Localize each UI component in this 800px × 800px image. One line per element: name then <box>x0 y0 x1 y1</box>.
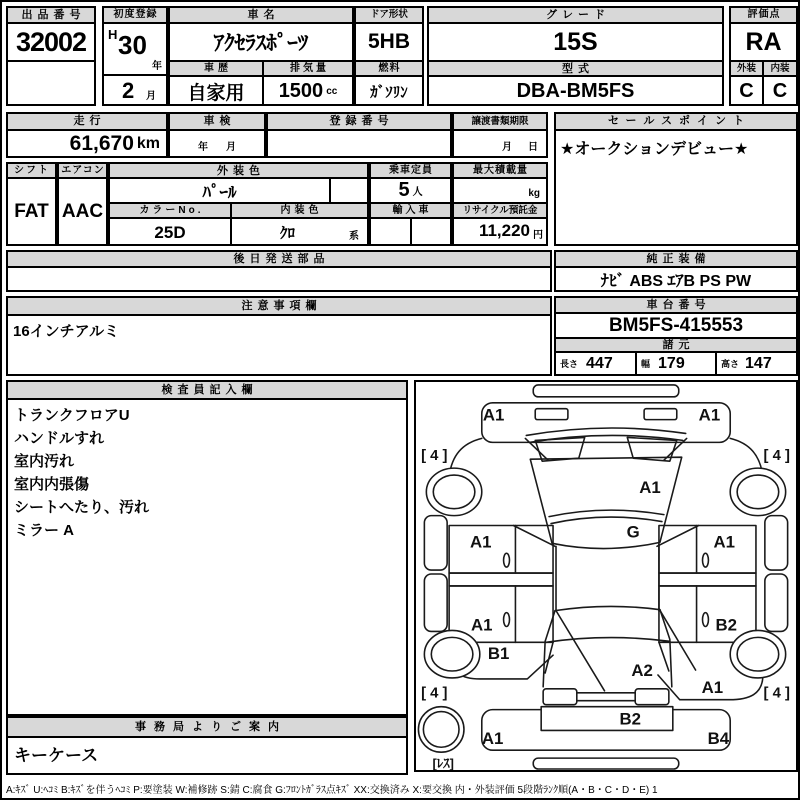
door-shape-value: 5HB <box>356 24 422 62</box>
interior-label: 内装 <box>764 62 796 77</box>
shift-value: FAT <box>14 200 49 222</box>
rocker-left-front <box>424 516 447 570</box>
spec-height-value: 147 <box>745 354 772 372</box>
damage-code-label: G <box>626 522 640 542</box>
cowl-arc-1 <box>526 428 685 435</box>
exterior-color-value: ﾊﾟｰﾙ <box>110 179 331 202</box>
model-label: 型式 <box>429 62 722 77</box>
displacement-label: 排気量 <box>264 62 352 77</box>
chassis-number: BM5FS-415553 <box>556 314 796 339</box>
damage-code-label: [ 4 ] <box>421 448 448 465</box>
aircon-value: AAC <box>61 200 104 222</box>
inspector-line: ハンドルすれ <box>14 430 105 447</box>
aircon-box <box>57 162 108 246</box>
recycle-number: 11,220 <box>478 221 530 240</box>
capacity-unit: 人 <box>412 187 423 198</box>
shift-box <box>6 162 57 246</box>
load-block <box>452 162 548 246</box>
interior-color-label: 内装色 <box>232 204 367 219</box>
door-handle-right-rear <box>703 613 709 627</box>
first-registration-year <box>104 24 166 76</box>
rear-window-base-arc <box>546 638 670 643</box>
inspector-lines <box>8 400 406 546</box>
recycle-unit: 円 <box>533 230 543 241</box>
shaken-year-suffix: 年 <box>198 142 208 153</box>
capacity-value <box>371 179 450 204</box>
first-registration-label: 初度登録 <box>104 8 166 24</box>
damage-code-label: A1 <box>470 532 492 552</box>
model-value: DBA-BM5FS <box>516 80 635 102</box>
import-cell-left <box>371 219 412 244</box>
equipment-value: ﾅﾋﾞ ABS ｴｱB PS PW <box>600 272 752 290</box>
inspector-box <box>6 380 408 716</box>
auction-number-value: 32002 <box>8 24 94 62</box>
car-name-value: ｱｸｾﾗｽﾎﾟｰﾂ <box>170 24 352 62</box>
damage-code-label: A1 <box>701 677 724 697</box>
grade-label: グレード <box>429 8 722 24</box>
score-box <box>729 6 798 106</box>
import-label: 輸入車 <box>371 204 450 219</box>
recycle-label: リサイクル預託金 <box>454 204 546 219</box>
notes-box <box>6 296 552 376</box>
max-load-value <box>454 179 546 204</box>
front-bumper-slot-right <box>644 409 677 420</box>
sales-point-label: セールスポイント <box>556 114 796 131</box>
later-parts-box <box>6 250 552 292</box>
mileage-unit: km <box>136 134 160 152</box>
first-registration-box <box>102 6 168 106</box>
damage-code-label: B2 <box>715 615 738 635</box>
max-load-label: 最大積載量 <box>454 164 546 179</box>
rocker-right-front <box>765 516 788 570</box>
transfer-deadline-label: 譲渡書類期限 <box>454 114 546 131</box>
front-bumper <box>482 403 730 443</box>
mileage-box <box>6 112 168 158</box>
damage-code-label: [ﾚｽ] <box>432 756 454 770</box>
era-letter: H <box>108 27 118 42</box>
spec-width-value: 179 <box>658 354 685 372</box>
registration-number-label: 登録番号 <box>268 114 450 131</box>
exterior-color-label: 外装色 <box>110 164 367 179</box>
chassis-box <box>554 296 798 376</box>
inspector-line: ミラー A <box>14 522 75 539</box>
reg-year: 30 <box>118 30 147 60</box>
tail-light-bar <box>577 693 635 701</box>
tail-light-left <box>543 689 577 705</box>
displacement-number: 1500 <box>278 80 324 102</box>
score-value: RA <box>731 24 796 62</box>
year-suffix: 年 <box>152 61 162 72</box>
car-diagram-svg <box>416 382 796 770</box>
mileage-label: 走行 <box>8 114 166 131</box>
door-handle-left-rear <box>504 613 510 627</box>
damage-code-label: [ 4 ] <box>763 685 790 702</box>
exterior-grade: C <box>731 77 764 106</box>
later-parts-label: 後日発送部品 <box>8 252 550 268</box>
inspector-line: 室内内張傷 <box>14 476 90 493</box>
car-name-label: 車名 <box>170 8 352 24</box>
footer-legend: A:ｷｽﾞ U:ﾍｺﾐ B:ｷｽﾞを伴うﾍｺﾐ P:要塗装 W:補修跡 S:錆 C:腐食 G:ﾌﾛﾝﾄｶﾞﾗｽ点ｷｽﾞ XX:交換済み X:要交換 内・外装評価 5段階ﾗﾝｸ順(A・B・C・D・E) 1 <box>6 785 658 796</box>
office-notice-text: キーケース <box>14 746 99 765</box>
front-top-strip <box>533 385 679 397</box>
office-notice-box <box>6 716 408 775</box>
transfer-deadline-box <box>452 112 548 158</box>
damage-code-label: [ 4 ] <box>421 685 448 702</box>
quarter-fold-right <box>659 642 669 671</box>
damage-code-label: A1 <box>713 532 736 552</box>
spec-height <box>717 353 796 374</box>
deadline-month-suffix: 月 <box>502 142 512 153</box>
spare-tire <box>418 707 464 753</box>
sales-point-box <box>554 112 798 246</box>
max-load-unit: kg <box>528 188 540 199</box>
capacity-label: 乗車定員 <box>371 164 450 179</box>
interior-grade: C <box>772 80 788 102</box>
windshield-arc-2 <box>551 517 662 523</box>
spec-width <box>637 353 717 374</box>
inspector-line: トランクフロアU <box>14 407 130 424</box>
registration-number-value <box>268 131 450 156</box>
auction-number-box <box>6 6 96 106</box>
quarter-fold-left <box>545 642 553 673</box>
spec-length <box>556 353 637 374</box>
damage-code-label: A2 <box>631 660 653 680</box>
exterior-color-extra-cell <box>331 179 367 202</box>
score-label: 評価点 <box>731 8 796 24</box>
damage-code-label: A1 <box>481 729 504 749</box>
door-band-right <box>659 573 756 586</box>
fuel-value: ｶﾞｿﾘﾝ <box>370 84 408 101</box>
first-registration-month <box>104 76 166 106</box>
rocker-right-rear <box>765 574 788 631</box>
inspector-line: 室内汚れ <box>14 453 75 470</box>
damage-code-label: A1 <box>482 405 505 425</box>
equipment-label: 純正装備 <box>556 252 796 268</box>
color-number-value: 25D <box>110 219 232 246</box>
interior-color-text: ｸﾛ <box>280 225 296 242</box>
door-shape-box <box>354 6 424 106</box>
month-suffix: 月 <box>146 91 156 102</box>
car-name-box <box>168 6 354 106</box>
chassis-label: 車台番号 <box>556 298 796 314</box>
sales-point-text: ★オークションデビュー★ <box>560 141 749 158</box>
shift-label: シフト <box>8 164 55 179</box>
transfer-deadline-value <box>454 131 546 156</box>
door-handle-left-front <box>504 553 510 567</box>
door-band-left <box>449 573 553 586</box>
door-handle-right-front <box>703 553 709 567</box>
import-cell-right <box>412 219 450 244</box>
capacity-block <box>369 162 452 246</box>
c-pillar-fold-left <box>556 611 605 691</box>
grade-box <box>427 6 724 106</box>
inspector-line: シートへたり、汚れ <box>14 499 150 516</box>
rocker-left-rear <box>424 574 447 631</box>
spec-height-label: 高さ <box>721 359 740 369</box>
exterior-label: 外装 <box>731 62 764 77</box>
office-notice-label: 事務局よりご案内 <box>8 718 406 738</box>
damage-code-label: B1 <box>487 644 510 664</box>
recycle-value <box>454 219 546 244</box>
car-diagram-box <box>414 380 798 772</box>
displacement-unit: cc <box>326 86 338 97</box>
shaken-box <box>168 112 266 158</box>
shaken-value <box>170 131 264 156</box>
displacement-value <box>264 77 352 106</box>
windshield-arc-1 <box>549 510 664 516</box>
damage-code-label: B4 <box>707 729 730 749</box>
mileage-value <box>8 131 166 156</box>
history-value: 自家用 <box>170 77 264 106</box>
inspector-label: 検査員記入欄 <box>8 382 406 400</box>
notes-text: 16インチアルミ <box>13 323 120 340</box>
interior-color-value <box>232 219 367 246</box>
notes-label: 注意事項欄 <box>8 298 550 316</box>
damage-code-label: [ 4 ] <box>763 448 790 465</box>
equipment-box <box>554 250 798 292</box>
damage-code-label: A1 <box>471 615 493 635</box>
history-label: 車歴 <box>170 62 264 77</box>
hatch-lower-panel <box>541 707 673 731</box>
front-bumper-slot-left <box>535 409 568 420</box>
shaken-month-suffix: 月 <box>226 142 236 153</box>
spec-label: 諸元 <box>556 339 796 353</box>
spec-length-value: 447 <box>586 354 613 372</box>
spec-width-label: 幅 <box>641 359 651 369</box>
c-pillar-fold-right <box>659 609 696 670</box>
fuel-label: 燃料 <box>356 62 422 77</box>
damage-code-label: A1 <box>639 477 661 497</box>
auction-number-label: 出品番号 <box>8 8 94 24</box>
interior-color-suffix: 系 <box>349 231 359 242</box>
damage-code-label: A1 <box>698 405 721 425</box>
rear-bottom-strip <box>533 758 679 769</box>
deadline-day-suffix: 日 <box>528 142 538 153</box>
reg-month: 2 <box>122 78 135 103</box>
aircon-label: エアコン <box>59 164 106 179</box>
roof-rear-arc <box>555 606 660 610</box>
color-block <box>108 162 369 246</box>
tail-light-right <box>635 689 669 705</box>
front-door-left <box>449 526 553 574</box>
mileage-number: 61,670 <box>69 131 134 155</box>
color-number-label: カラーNo. <box>110 204 232 219</box>
door-shape-label: ドア形状 <box>356 8 422 24</box>
capacity-number: 5 <box>398 179 410 201</box>
registration-number-box <box>266 112 452 158</box>
spec-length-label: 長さ <box>560 359 579 369</box>
damage-code-label: B2 <box>619 709 641 729</box>
grade-value: 15S <box>429 24 722 62</box>
shaken-label: 車検 <box>170 114 264 131</box>
